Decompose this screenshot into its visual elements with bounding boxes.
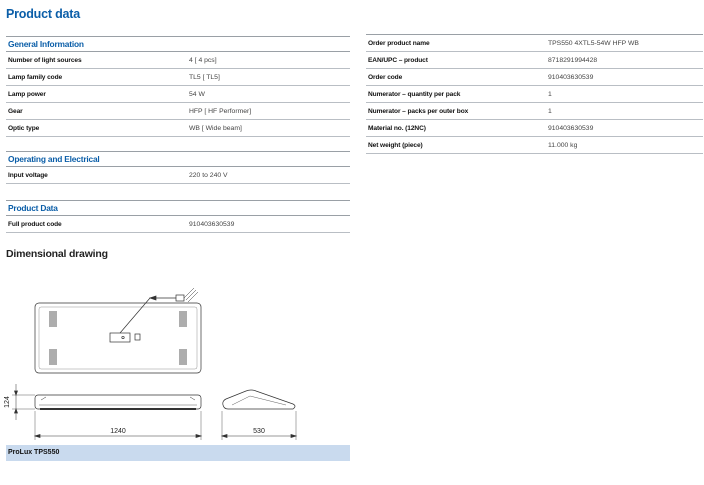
fixture-top-view — [35, 303, 201, 373]
spec-key: Numerator – quantity per pack — [366, 86, 546, 103]
spec-value: 910403630539 — [546, 69, 703, 86]
spec-value: TPS550 4XTL5-54W HFP WB — [546, 35, 703, 52]
dimensional-drawing-heading: Dimensional drawing — [6, 248, 108, 260]
general-information-header: General Information — [6, 37, 350, 52]
table-row — [366, 52, 703, 69]
spec-value: HFP [ HF Performer] — [187, 103, 350, 120]
spec-key: Material no. (12NC) — [366, 120, 546, 137]
page-title: Product data — [6, 7, 80, 21]
spec-key: Optic type — [6, 120, 187, 137]
spec-key: Order code — [366, 69, 546, 86]
spec-key: Input voltage — [6, 167, 187, 184]
spec-key: Numerator – packs per outer box — [366, 103, 546, 120]
spec-value: 4 [ 4 pcs] — [187, 52, 350, 69]
table-row — [6, 86, 350, 103]
table-row — [366, 103, 703, 120]
spec-key: Lamp family code — [6, 69, 187, 86]
spec-value: 220 to 240 V — [187, 167, 350, 184]
spec-value: 910403630539 — [546, 120, 703, 137]
spec-value: 11.000 kg — [546, 137, 703, 154]
table-row — [366, 86, 703, 103]
spec-key: Gear — [6, 103, 187, 120]
order-data-table — [366, 34, 703, 154]
spec-key: Number of light sources — [6, 52, 187, 69]
table-row — [366, 35, 703, 52]
table-row — [6, 103, 350, 120]
operating-electrical-header: Operating and Electrical — [6, 152, 350, 167]
fixture-end-profile — [223, 390, 295, 409]
section-header-row — [6, 201, 350, 216]
product-data-table — [6, 200, 350, 233]
spec-key: Lamp power — [6, 86, 187, 103]
dim-height-label: 124 — [4, 396, 11, 408]
drawing-caption: ProLux TPS550 — [6, 445, 350, 461]
table-row — [6, 167, 350, 184]
spec-value: WB [ Wide beam] — [187, 120, 350, 137]
table-row — [366, 120, 703, 137]
table-row — [6, 216, 350, 233]
table-row — [366, 69, 703, 86]
spec-key: Order product name — [366, 35, 546, 52]
table-row — [366, 137, 703, 154]
operating-electrical-table — [6, 151, 350, 184]
spec-value: 8718291994428 — [546, 52, 703, 69]
general-information-table — [6, 36, 350, 137]
table-row — [6, 52, 350, 69]
vent-slots-left-top — [49, 312, 57, 326]
vent-slots-right-top — [179, 312, 187, 326]
dimensional-drawing — [0, 270, 360, 445]
fixture-side-view — [35, 395, 201, 409]
dim-length-label: 1240 — [110, 428, 126, 435]
table-row — [6, 69, 350, 86]
connector-box — [110, 333, 130, 342]
spec-value: 1 — [546, 103, 703, 120]
spec-key: Net weight (piece) — [366, 137, 546, 154]
section-header-row — [6, 37, 350, 52]
spec-value: 54 W — [187, 86, 350, 103]
vent-slots-right-bottom — [179, 350, 187, 364]
spec-key: Full product code — [6, 216, 187, 233]
vent-slots-left-bottom — [49, 350, 57, 364]
product-data-header: Product Data — [6, 201, 350, 216]
spec-value: TL5 [ TL5] — [187, 69, 350, 86]
spec-value: 1 — [546, 86, 703, 103]
spec-key: EAN/UPC – product — [366, 52, 546, 69]
spec-value: 910403630539 — [187, 216, 350, 233]
table-row — [6, 120, 350, 137]
section-header-row — [6, 152, 350, 167]
dim-width-label: 530 — [253, 428, 265, 435]
